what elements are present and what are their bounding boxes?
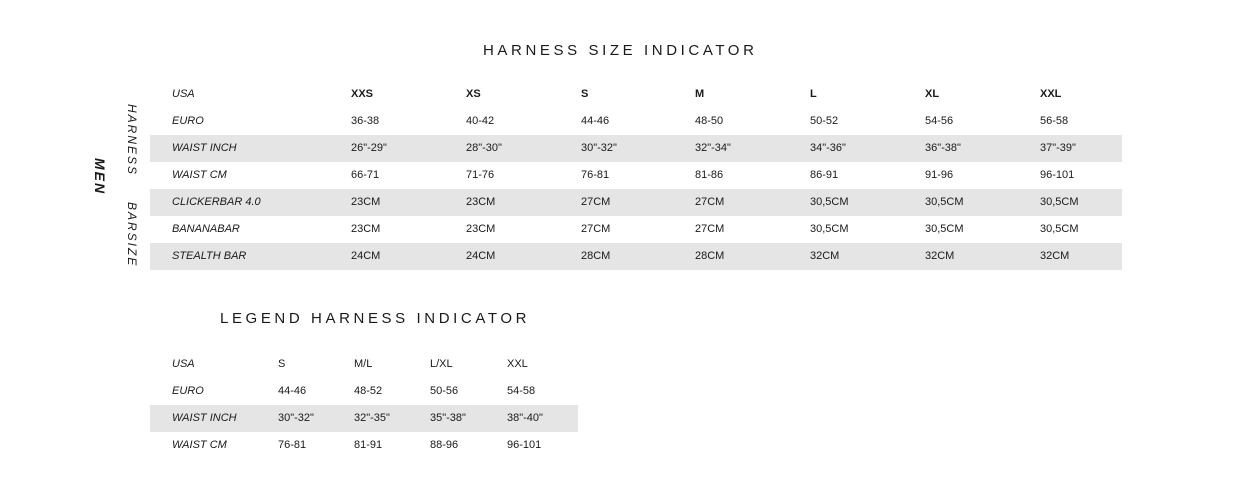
table-cell: 48-50 (695, 115, 724, 127)
table-cell: 30,5CM (925, 196, 964, 208)
row-label: EURO (172, 115, 204, 127)
table-cell: 34"-36" (810, 142, 846, 154)
row-label: USA (172, 358, 195, 370)
table-cell: 23CM (466, 223, 496, 235)
table-row (150, 378, 578, 405)
legend-title: LEGEND HARNESS INDICATOR (220, 310, 531, 327)
barsize-group-label: BARSIZE (125, 202, 139, 268)
table-cell: 66-71 (351, 169, 380, 181)
table-cell: 24CM (351, 250, 381, 262)
table-cell: 28CM (581, 250, 611, 262)
table-row (150, 216, 1122, 243)
table-cell: 26"-29" (351, 142, 387, 154)
table-row (150, 81, 1122, 108)
table-cell: 50-56 (430, 385, 459, 397)
table-cell: S (278, 358, 286, 370)
table-cell: 36"-38" (925, 142, 961, 154)
table-cell: 30,5CM (925, 223, 964, 235)
table-cell: 27CM (695, 196, 725, 208)
table-cell: 54-56 (925, 115, 954, 127)
table-cell: 44-46 (581, 115, 610, 127)
page-title: HARNESS SIZE INDICATOR (483, 42, 758, 59)
table-cell: 76-81 (278, 439, 307, 451)
table-cell: 54-58 (507, 385, 536, 397)
table-cell: L/XL (430, 358, 453, 370)
row-label: STEALTH BAR (172, 250, 247, 262)
table-cell: 24CM (466, 250, 496, 262)
table-cell: 27CM (581, 223, 611, 235)
harness-size-table (150, 81, 1122, 270)
table-cell: 91-96 (925, 169, 954, 181)
table-cell: 27CM (695, 223, 725, 235)
table-cell: 56-58 (1040, 115, 1069, 127)
table-cell: 96-101 (507, 439, 542, 451)
table-cell: 38"-40" (507, 412, 543, 424)
table-cell: 30,5CM (810, 196, 849, 208)
table-row (150, 189, 1122, 216)
table-cell: 32CM (1040, 250, 1070, 262)
table-cell: XXS (351, 88, 374, 100)
table-cell: 28CM (695, 250, 725, 262)
table-cell: 28"-30" (466, 142, 502, 154)
table-cell: XXL (1040, 88, 1062, 100)
table-cell: 32CM (810, 250, 840, 262)
table-cell: 71-76 (466, 169, 495, 181)
table-cell: 32"-34" (695, 142, 731, 154)
table-cell: 36-38 (351, 115, 380, 127)
table-cell: 32CM (925, 250, 955, 262)
table-row (150, 351, 578, 378)
table-cell: 44-46 (278, 385, 307, 397)
table-cell: XL (925, 88, 940, 100)
table-cell: 81-86 (695, 169, 724, 181)
table-cell: 30,5CM (1040, 223, 1079, 235)
table-cell: 86-91 (810, 169, 839, 181)
row-label: WAIST INCH (172, 142, 237, 154)
table-cell: 37"-39" (1040, 142, 1076, 154)
table-row (150, 432, 578, 459)
table-cell: 23CM (466, 196, 496, 208)
table-cell: XS (466, 88, 481, 100)
table-cell: XXL (507, 358, 528, 370)
table-cell: M (695, 88, 705, 100)
table-row (150, 162, 1122, 189)
table-cell: M/L (354, 358, 373, 370)
row-label: WAIST CM (172, 439, 227, 451)
row-label: CLICKERBAR 4.0 (172, 196, 261, 208)
table-cell: 30,5CM (1040, 196, 1079, 208)
table-cell: S (581, 88, 589, 100)
table-cell: 23CM (351, 196, 381, 208)
row-label: BANANABAR (172, 223, 240, 235)
table-cell: 32"-35" (354, 412, 390, 424)
table-cell: L (810, 88, 817, 100)
harness-group-label: HARNESS (125, 104, 139, 177)
table-cell: 48-52 (354, 385, 383, 397)
row-label: USA (172, 88, 195, 100)
table-cell: 88-96 (430, 439, 459, 451)
table-row (150, 405, 578, 432)
table-cell: 76-81 (581, 169, 610, 181)
table-cell: 50-52 (810, 115, 839, 127)
table-cell: 30,5CM (810, 223, 849, 235)
table-cell: 35"-38" (430, 412, 466, 424)
table-cell: 30"-32" (581, 142, 617, 154)
men-section-label: MEN (92, 158, 108, 196)
table-row (150, 135, 1122, 162)
row-label: WAIST INCH (172, 412, 237, 424)
table-row (150, 108, 1122, 135)
table-cell: 27CM (581, 196, 611, 208)
table-cell: 23CM (351, 223, 381, 235)
table-row (150, 243, 1122, 270)
legend-size-table (150, 351, 578, 459)
table-cell: 96-101 (1040, 169, 1075, 181)
table-cell: 30"-32" (278, 412, 314, 424)
table-cell: 81-91 (354, 439, 383, 451)
row-label: EURO (172, 385, 204, 397)
row-label: WAIST CM (172, 169, 227, 181)
table-cell: 40-42 (466, 115, 495, 127)
